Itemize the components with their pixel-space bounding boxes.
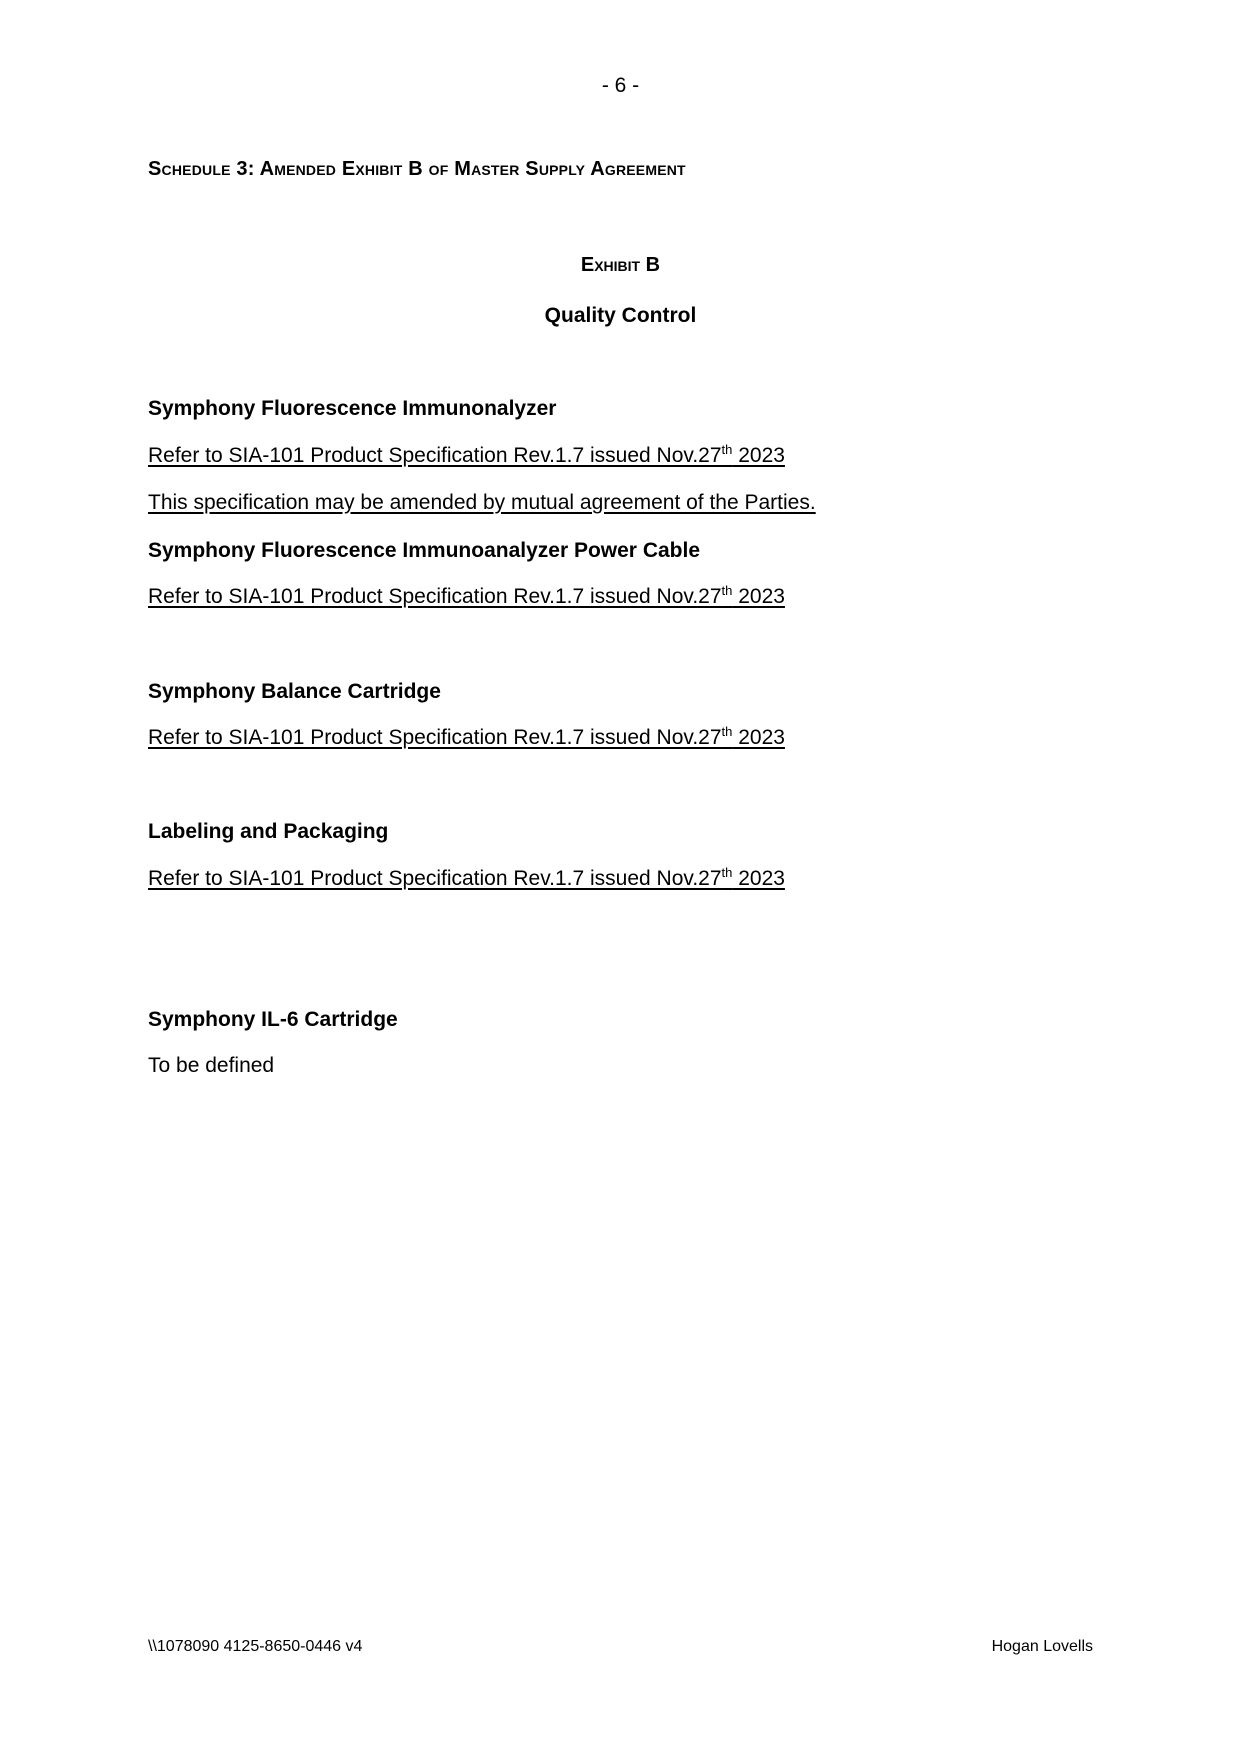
section-heading-power-cable: Symphony Fluorescence Immunoanalyzer Power Cable <box>148 539 700 562</box>
section-heading-il6-cartridge: Symphony IL-6 Cartridge <box>148 1008 398 1031</box>
schedule-title: Schedule 3: Amended Exhibit B of Master Supply Agreement <box>148 158 686 180</box>
exhibit-title: Exhibit B <box>580 254 661 276</box>
section-heading-labeling-packaging: Labeling and Packaging <box>148 820 389 843</box>
section-text-to-be-defined: To be defined <box>148 1054 275 1077</box>
section-heading-immunonalyzer: Symphony Fluorescence Immunonalyzer <box>148 397 557 420</box>
footer-document-reference: \\1078090 4125-8650-0446 v4 <box>148 1638 363 1655</box>
section-heading-balance-cartridge: Symphony Balance Cartridge <box>148 680 441 703</box>
spec-reference-link[interactable]: Refer to SIA-101 Product Specification Rev.1.7 issued Nov.27th 2023 <box>148 724 785 749</box>
spec-reference-link[interactable]: Refer to SIA-101 Product Specification Rev.1.7 issued Nov.27th 2023 <box>148 583 785 608</box>
amendment-note: This specification may be amended by mutual agreement of the Parties. <box>148 491 816 514</box>
spec-reference-link[interactable]: Refer to SIA-101 Product Specification Rev.1.7 issued Nov.27th 2023 <box>148 442 785 467</box>
exhibit-subtitle: Quality Control <box>544 304 697 327</box>
footer-firm-name: Hogan Lovells <box>991 1638 1093 1655</box>
page-number: - 6 - <box>601 74 640 97</box>
spec-reference-link[interactable]: Refer to SIA-101 Product Specification Rev.1.7 issued Nov.27th 2023 <box>148 865 785 890</box>
